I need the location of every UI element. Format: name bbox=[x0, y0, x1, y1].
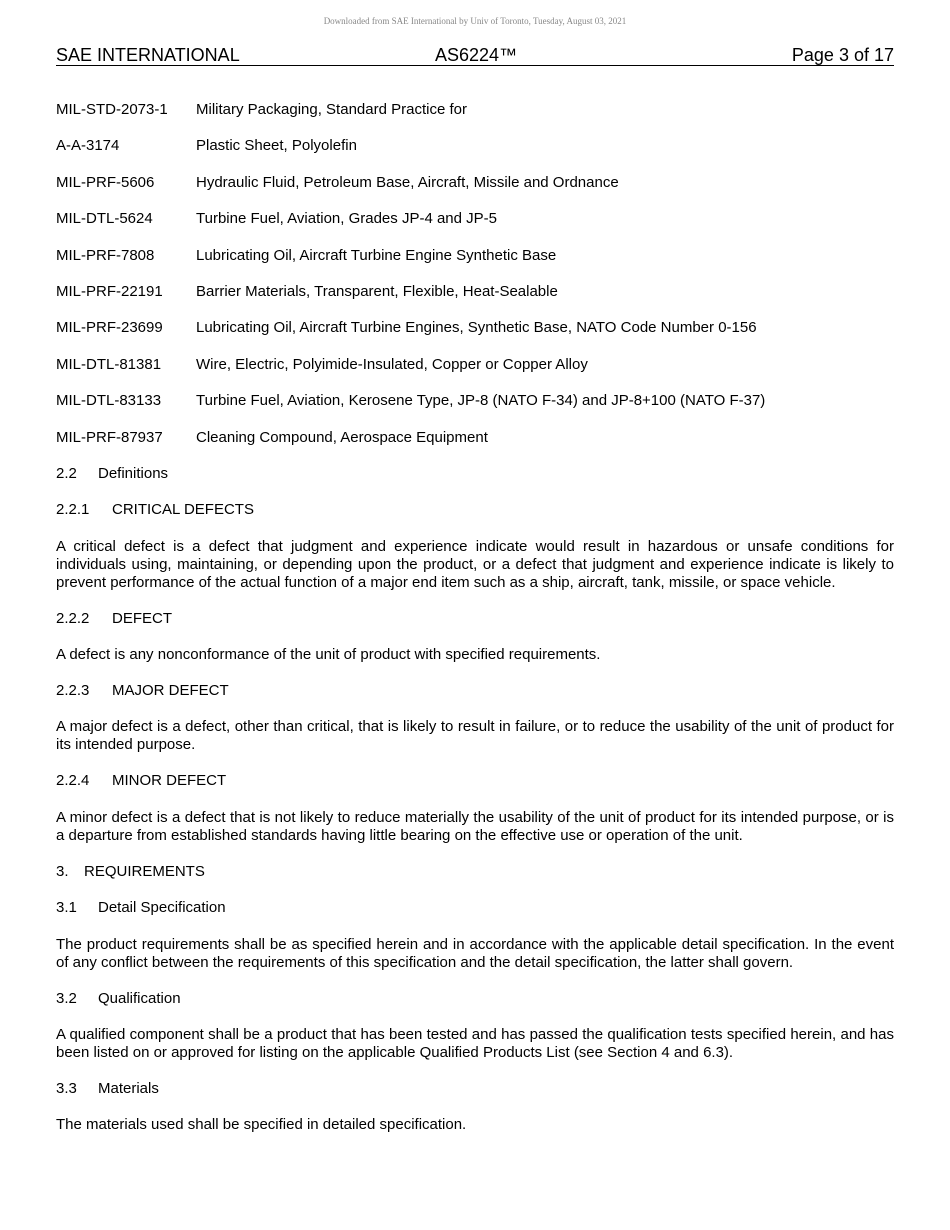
section-title: Materials bbox=[98, 1080, 159, 1098]
document-number: AS6224™ bbox=[435, 45, 518, 65]
section-paragraph: The materials used shall be specified in detailed specification. bbox=[56, 1116, 467, 1134]
reference-title: Hydraulic Fluid, Petroleum Base, Aircraft, Missile and Ordnance bbox=[196, 173, 619, 191]
reference-row bbox=[56, 283, 894, 319]
reference-code: MIL-PRF-87937 bbox=[56, 428, 163, 446]
publisher-name: SAE INTERNATIONAL bbox=[56, 45, 240, 65]
reference-row bbox=[56, 429, 894, 465]
section-paragraph: The product requirements shall be as specified herein and in accordance with the applicable detail specification. In the event of any conflict between the requirements of this specification and the detail specification, the latter shall govern. bbox=[56, 935, 894, 971]
section-title: Definitions bbox=[98, 464, 169, 482]
reference-title: Turbine Fuel, Aviation, Kerosene Type, JP-8 (NATO F-34) and JP-8+100 (NATO F-37) bbox=[196, 392, 766, 410]
reference-code: MIL-PRF-5606 bbox=[56, 173, 155, 191]
reference-title: Military Packaging, Standard Practice for bbox=[196, 101, 467, 118]
reference-title: Wire, Electric, Polyimide-Insulated, Copper or Copper Alloy bbox=[196, 355, 588, 373]
section-heading-3-1 bbox=[56, 899, 894, 935]
section-paragraph: A defect is any nonconformance of the unit of product with specified requirements. bbox=[56, 646, 601, 664]
reference-code: MIL-DTL-81381 bbox=[56, 355, 162, 373]
section-heading-2-2-2 bbox=[56, 610, 894, 646]
download-watermark: Downloaded from SAE International by Univ of Toronto, Tuesday, August 03, 2021 bbox=[323, 16, 627, 26]
reference-title: Barrier Materials, Transparent, Flexible, Heat-Sealable bbox=[196, 282, 558, 300]
reference-title: Cleaning Compound, Aerospace Equipment bbox=[196, 428, 488, 446]
reference-row bbox=[56, 319, 894, 355]
reference-code: MIL-PRF-7808 bbox=[56, 246, 155, 264]
reference-title: Lubricating Oil, Aircraft Turbine Engines, Synthetic Base, NATO Code Number 0-156 bbox=[196, 319, 757, 337]
section-title: Detail Specification bbox=[98, 899, 226, 917]
section-heading-3 bbox=[56, 863, 894, 899]
reference-row bbox=[56, 210, 894, 246]
reference-title: Turbine Fuel, Aviation, Grades JP-4 and JP-5 bbox=[196, 210, 497, 228]
reference-row bbox=[56, 137, 894, 173]
section-paragraph: A qualified component shall be a product that has been tested and has passed the qualification tests specified herein, and has been listed on or approved for listing on the applicable Qualified Products List (see Section 4 and 6.3). bbox=[56, 1026, 894, 1062]
document-body bbox=[56, 101, 894, 1152]
section-number: 3.1 bbox=[56, 899, 77, 917]
section-number: 2.2.2 bbox=[56, 609, 90, 627]
section-heading-3-3 bbox=[56, 1080, 894, 1116]
section-title: MAJOR DEFECT bbox=[112, 682, 229, 700]
reference-row bbox=[56, 392, 894, 428]
section-title: CRITICAL DEFECTS bbox=[112, 501, 254, 519]
section-number: 3.3 bbox=[56, 1080, 77, 1098]
reference-code: MIL-DTL-5624 bbox=[56, 210, 153, 228]
reference-code: A-A-3174 bbox=[56, 137, 120, 155]
section-number: 2.2.4 bbox=[56, 772, 90, 790]
section-number: 2.2.1 bbox=[56, 501, 90, 519]
section-title: REQUIREMENTS bbox=[84, 862, 205, 880]
reference-title: Plastic Sheet, Polyolefin bbox=[196, 137, 357, 155]
section-number: 2.2.3 bbox=[56, 682, 90, 700]
section-heading-2-2 bbox=[56, 465, 894, 501]
reference-title: Lubricating Oil, Aircraft Turbine Engine Synthetic Base bbox=[196, 246, 557, 264]
reference-code: MIL-DTL-83133 bbox=[56, 392, 162, 410]
reference-code: MIL-PRF-22191 bbox=[56, 282, 163, 300]
section-number: 3. bbox=[56, 862, 69, 880]
section-heading-3-2 bbox=[56, 990, 894, 1026]
reference-code: MIL-STD-2073-1 bbox=[56, 101, 168, 118]
reference-row bbox=[56, 174, 894, 210]
reference-row bbox=[56, 356, 894, 392]
section-title: MINOR DEFECT bbox=[112, 772, 227, 790]
section-heading-2-2-4 bbox=[56, 772, 894, 808]
page-header bbox=[56, 45, 894, 66]
section-number: 3.2 bbox=[56, 989, 77, 1007]
section-title: Qualification bbox=[98, 989, 181, 1007]
section-heading-2-2-3 bbox=[56, 682, 894, 718]
page-number: Page 3 of 17 bbox=[791, 45, 894, 65]
section-number: 2.2 bbox=[56, 464, 77, 482]
reference-row bbox=[56, 247, 894, 283]
section-paragraph: A major defect is a defect, other than critical, that is likely to result in failure, or to reduce the usability of the unit of product for its intended purpose. bbox=[56, 718, 894, 754]
section-title: DEFECT bbox=[112, 609, 172, 627]
section-paragraph: A minor defect is a defect that is not likely to reduce materially the usability of the unit of product for its intended purpose, or is a departure from established standards having little bearing on the effective use or operation of the unit. bbox=[56, 808, 894, 844]
reference-code: MIL-PRF-23699 bbox=[56, 319, 163, 337]
section-paragraph: A critical defect is a defect that judgment and experience indicate would result in hazardous or unsafe conditions for individuals using, maintaining, or depending upon the product, or a defect that judgment and experience indicate is likely to prevent performance of the actual function of a major end item such as a ship, aircraft, tank, missile, or space vehicle. bbox=[56, 537, 894, 591]
reference-row bbox=[56, 101, 894, 137]
section-heading-2-2-1 bbox=[56, 501, 894, 537]
